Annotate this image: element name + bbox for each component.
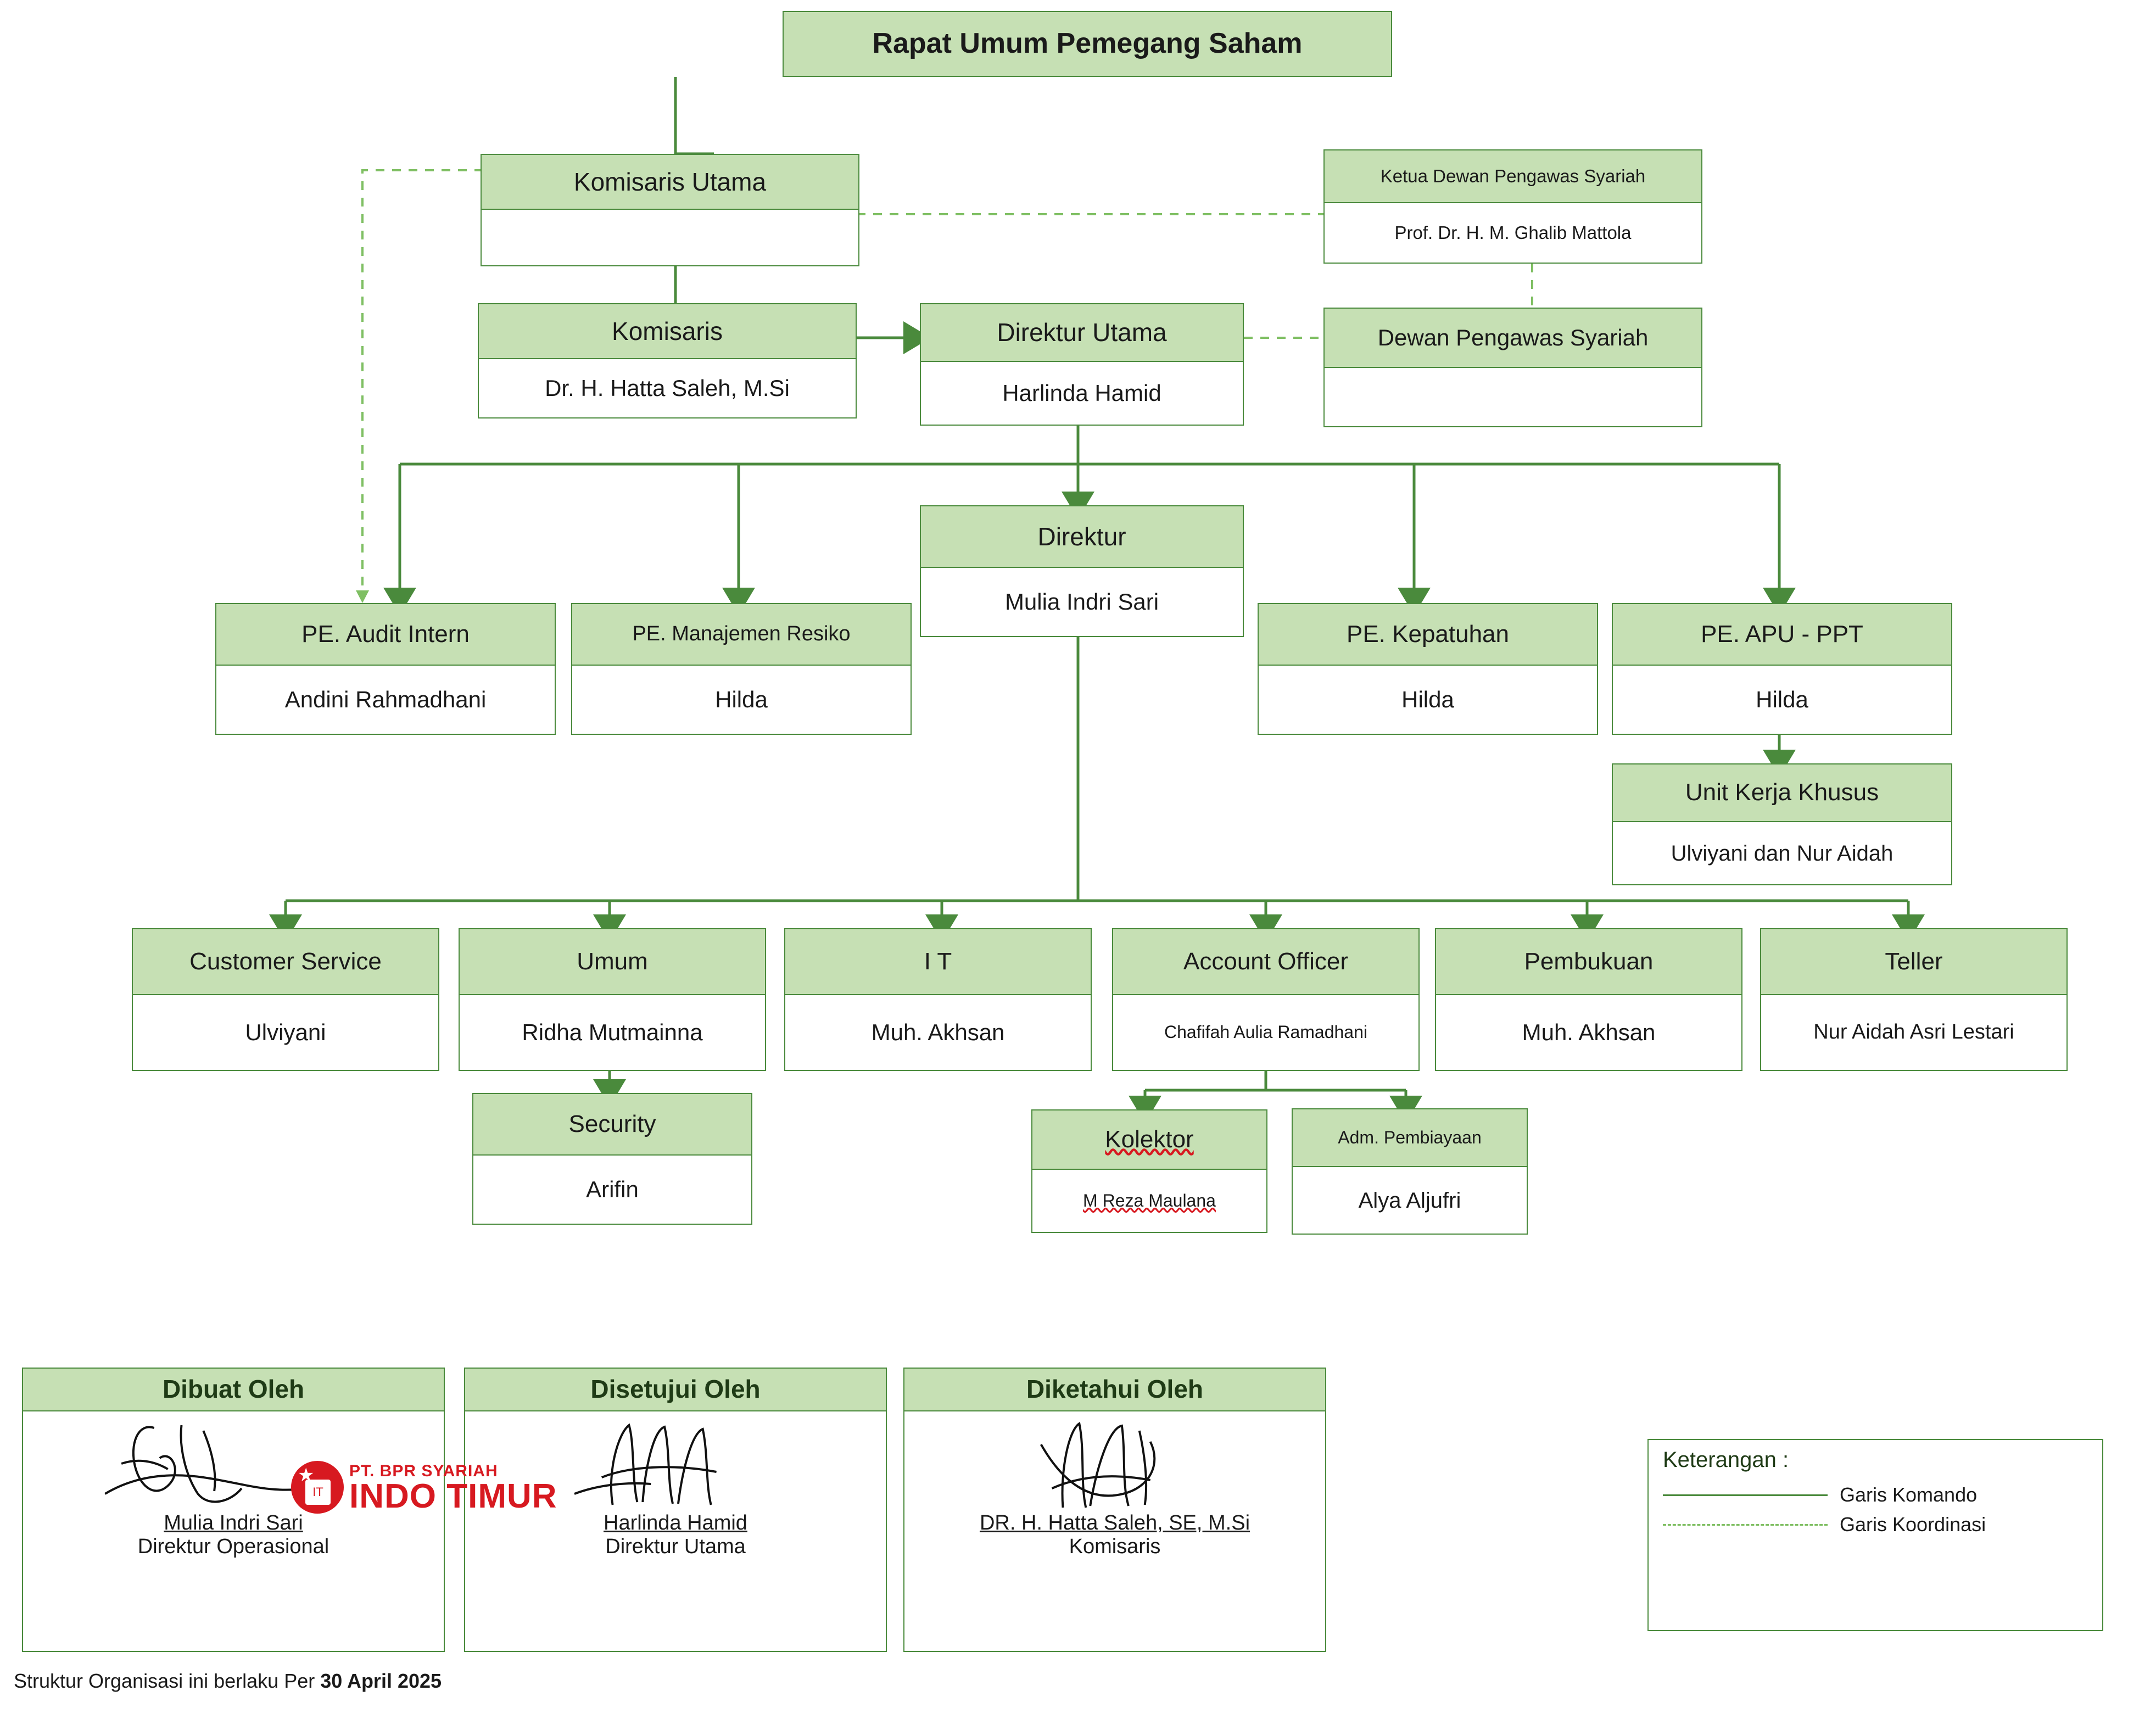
node-title: Rapat Umum Pemegang Saham [784,12,1391,76]
node-title: I T [785,929,1091,995]
node-name: Ulviyani dan Nur Aidah [1613,822,1951,884]
signature-header: Dibuat Oleh [23,1369,444,1411]
node-pe-kepatuhan[interactable] [1258,603,1598,735]
node-customer-service[interactable] [132,928,439,1071]
node-umum[interactable] [459,928,766,1071]
node-title: Customer Service [133,929,438,995]
node-name: Chafifah Aulia Ramadhani [1113,995,1418,1070]
node-title: PE. Audit Intern [216,604,555,666]
node-name: Mulia Indri Sari [921,568,1243,636]
footnote [14,1670,442,1693]
logo-mark-text: IT [305,1480,331,1505]
node-title: Pembukuan [1436,929,1741,995]
node-title: Dewan Pengawas Syariah [1325,309,1701,368]
node-name: Hilda [572,666,911,734]
signature-role: Komisaris [1069,1535,1161,1558]
node-kolektor[interactable] [1031,1109,1267,1233]
signature-role: Direktur Utama [605,1535,746,1558]
node-adm-pembiayaan[interactable] [1292,1108,1528,1235]
signature-name: DR. H. Hatta Saleh, SE, M.Si [979,1511,1250,1534]
node-it[interactable] [784,928,1092,1071]
signature-block-diketahui-oleh [903,1368,1326,1652]
node-name: Harlinda Hamid [921,362,1243,425]
legend-dashed-line-icon [1663,1524,1828,1526]
logo-wordmark [349,1462,557,1513]
company-logo [291,1461,557,1514]
node-name: Dr. H. Hatta Saleh, M.Si [479,359,856,417]
node-title [1032,1110,1266,1170]
node-direktur[interactable] [920,505,1244,637]
footnote-date: 30 April 2025 [320,1670,442,1692]
logo-mark-icon [291,1461,344,1514]
legend-header: Keterangan : [1663,1448,1789,1472]
node-ketua-dewan-pengawas-syariah[interactable] [1323,149,1702,264]
node-name [1325,368,1701,426]
node-pe-audit-intern[interactable] [215,603,556,735]
node-title: Direktur Utama [921,304,1243,362]
node-name: Alya Aljufri [1293,1167,1527,1234]
legend-item-coordination [1649,1510,2102,1539]
signature-name: Harlinda Hamid [604,1511,747,1534]
node-name: Arifin [473,1156,751,1224]
node-title: PE. Manajemen Resiko [572,604,911,666]
node-direktur-utama[interactable] [920,303,1244,426]
signature-header: Diketahui Oleh [904,1369,1325,1411]
node-title: PE. APU - PPT [1613,604,1951,666]
node-name: Nur Aidah Asri Lestari [1761,995,2066,1070]
node-name: Ridha Mutmainna [460,995,765,1070]
logo-line2: INDO TIMUR [349,1477,557,1515]
legend-solid-line-icon [1663,1494,1828,1496]
node-name: Hilda [1259,666,1597,734]
node-komisaris[interactable] [478,303,857,418]
node-title: Teller [1761,929,2066,995]
node-pe-manajemen-resiko[interactable] [571,603,912,735]
node-komisaris-utama[interactable] [481,154,859,266]
node-name: Muh. Akhsan [785,995,1091,1070]
legend-item-command [1649,1480,2102,1510]
signature-name: Mulia Indri Sari [164,1511,303,1534]
node-name: Muh. Akhsan [1436,995,1741,1070]
node-title: Direktur [921,506,1243,568]
node-title: Ketua Dewan Pengawas Syariah [1325,150,1701,203]
signature-image-diketahui [904,1411,1325,1515]
node-title: Account Officer [1113,929,1418,995]
node-name [1032,1170,1266,1232]
legend [1647,1439,2103,1631]
node-pe-apu-ppt[interactable] [1612,603,1952,735]
signature-header: Disetujui Oleh [465,1369,886,1411]
node-name [482,210,858,265]
node-unit-kerja-khusus[interactable] [1612,763,1952,885]
node-title: Komisaris Utama [482,155,858,210]
node-title: Security [473,1094,751,1156]
signature-role: Direktur Operasional [137,1535,329,1558]
node-name: Andini Rahmadhani [216,666,555,734]
node-title: PE. Kepatuhan [1259,604,1597,666]
node-security[interactable] [472,1093,752,1225]
node-dewan-pengawas-syariah[interactable] [1323,308,1702,427]
node-name: Prof. Dr. H. M. Ghalib Mattola [1325,203,1701,263]
node-name: Ulviyani [133,995,438,1070]
node-title: Komisaris [479,304,856,359]
node-title: Adm. Pembiayaan [1293,1109,1527,1167]
node-title: Umum [460,929,765,995]
node-name-text: M Reza Maulana [1083,1190,1216,1210]
node-title: Unit Kerja Khusus [1613,764,1951,822]
legend-item-label: Garis Komando [1840,1483,1978,1506]
logo-line1: PT. BPR SYARIAH [349,1461,498,1480]
node-teller[interactable] [1760,928,2068,1071]
node-pembukuan[interactable] [1435,928,1742,1071]
legend-item-label: Garis Koordinasi [1840,1513,1986,1536]
node-rups[interactable] [783,11,1392,77]
node-name: Hilda [1613,666,1951,734]
node-account-officer[interactable] [1112,928,1420,1071]
footnote-prefix: Struktur Organisasi ini berlaku Per [14,1670,321,1692]
node-title-text: Kolektor [1105,1125,1194,1153]
